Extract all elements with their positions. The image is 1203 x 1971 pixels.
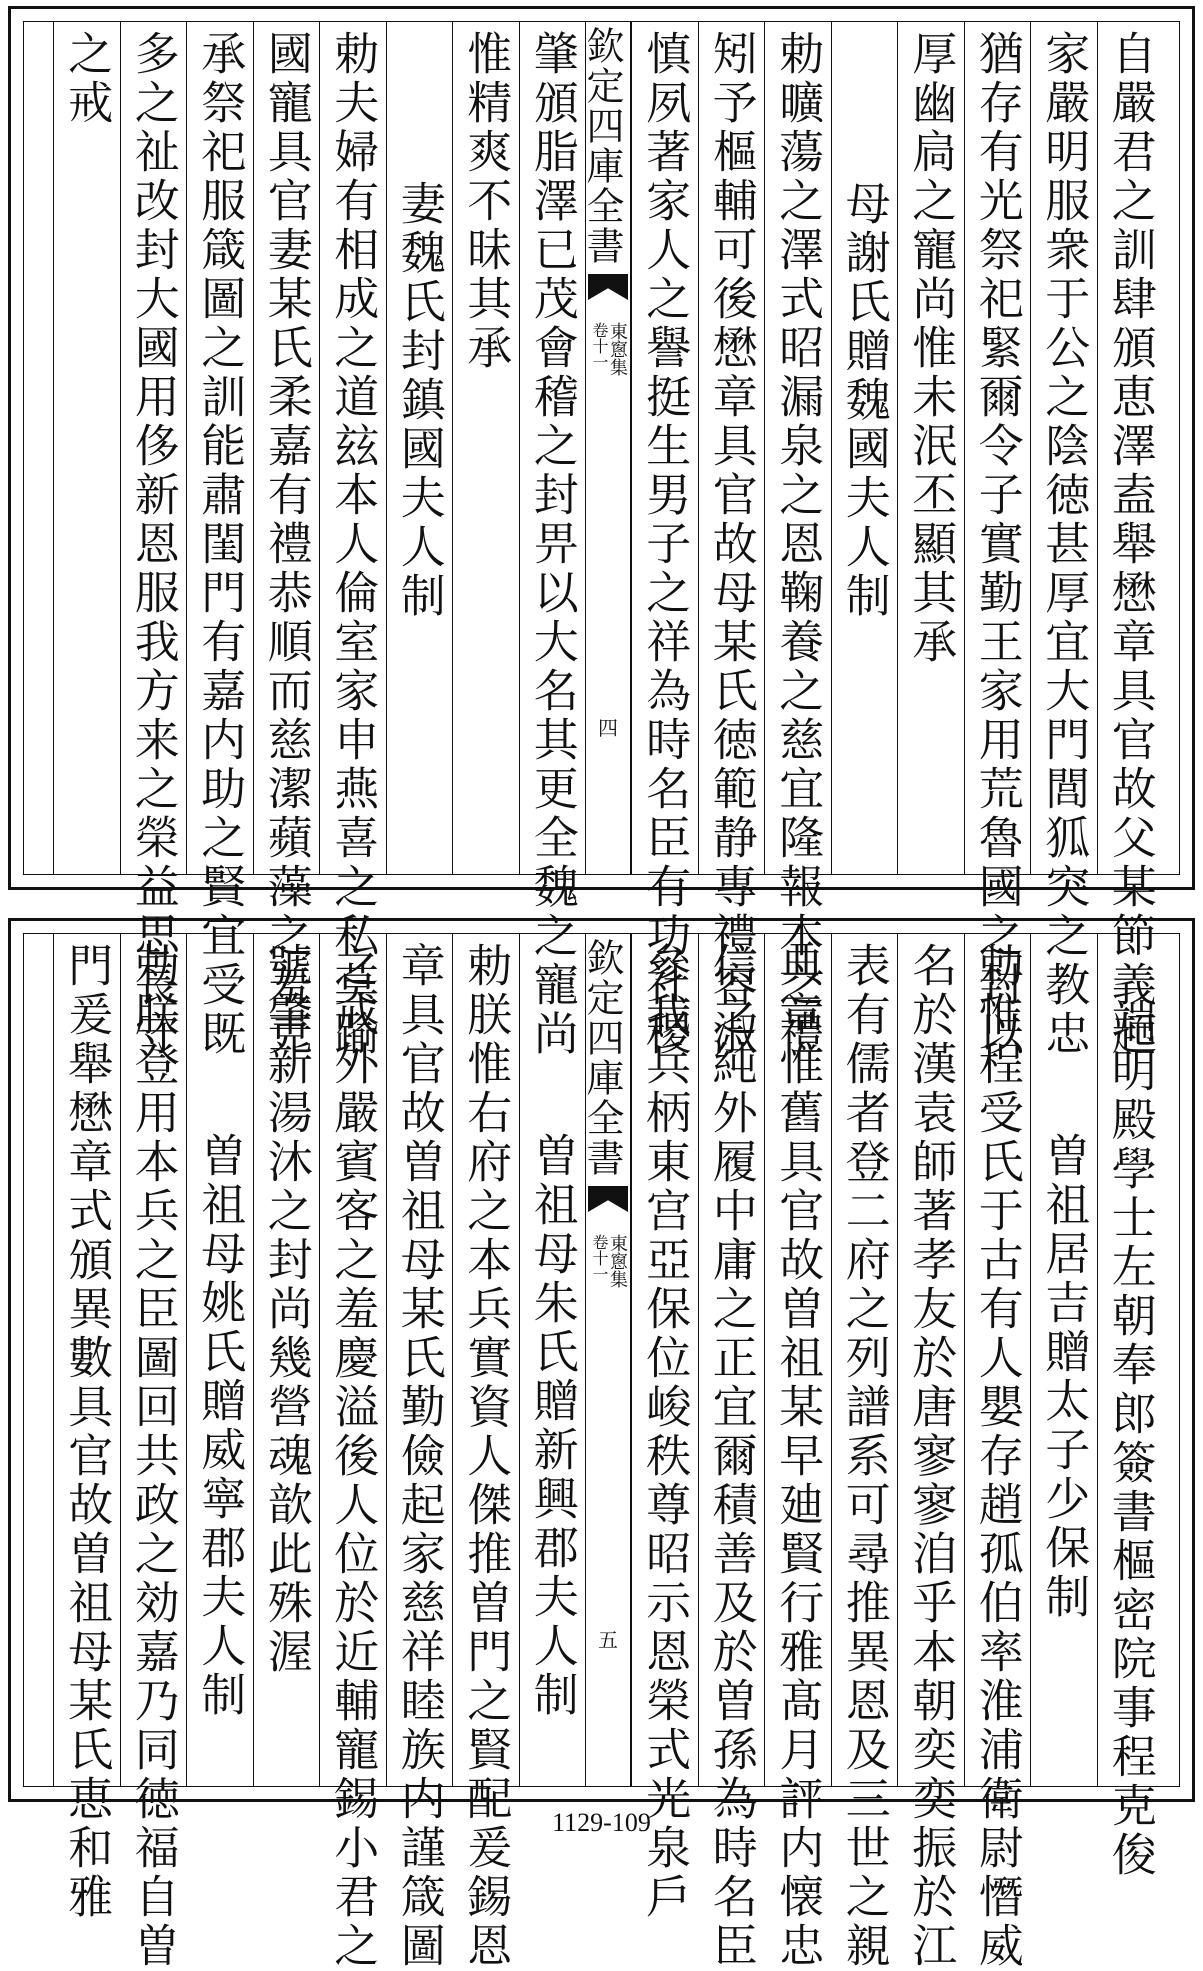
column-text: 勅朕惟右府之本兵實資人傑推曽門之賢配爰錫恩 xyxy=(459,942,513,1971)
fold-book-name: 東窻集 xyxy=(607,322,628,376)
text-column xyxy=(1030,934,1097,1786)
column-text: 厚幽扃之寵尚惟未泯丕顯其承 xyxy=(904,30,958,667)
column-text: 曽祖母姚氏贈威寧郡夫人制 xyxy=(193,1132,247,1720)
fold-page-number: 四 xyxy=(598,716,618,740)
column-text: 曽祖居吉贈太子少保制 xyxy=(1037,1132,1091,1622)
column-text: 端明殿學士左朝奉郎簽書樞密院事程克俊 xyxy=(1103,998,1157,1880)
center-fold-panel xyxy=(580,22,631,874)
column-text: 家嚴明服衆于公之陰徳甚厚宜大門閭狐突之教忠 xyxy=(1037,30,1091,1059)
column-text: 參我兵柄東宫亞保位峻秩尊昭示恩榮式光泉戶 xyxy=(638,942,692,1922)
text-column xyxy=(764,934,831,1971)
text-column xyxy=(631,934,698,1922)
column-text: 慎夙著家人之譽挺生男子之祥為時名臣有功社稷 xyxy=(638,30,692,1059)
column-text: 曽祖母朱氏贈新興郡夫人制 xyxy=(525,1132,579,1720)
fold-title: 欽定四庫全書 xyxy=(580,26,624,266)
column-text: 勅朕登用本兵之臣圖回共政之効嘉乃同徳福自曽 xyxy=(126,942,180,1971)
text-column xyxy=(831,934,898,1971)
page-footer-number: 1129-109 xyxy=(552,1808,651,1837)
column-text: 表有儒者登二府之列譜系可尋推異恩及三世之親 xyxy=(837,942,891,1971)
column-text: 信之純外履中庸之正宜爾積善及於曽孫為時名臣 xyxy=(704,942,758,1971)
column-text: 之戒外嚴賓客之羞慶溢後人位於近輔寵錫小君之 xyxy=(326,942,380,1971)
text-column xyxy=(1030,22,1097,1059)
text-column xyxy=(53,22,120,874)
text-column xyxy=(319,934,386,1971)
text-column xyxy=(53,934,120,1922)
column-text: 肇頒脂澤已茂會稽之封畀以大名其更全魏之寵尚 xyxy=(525,30,579,1059)
fold-volume: 卷十一 xyxy=(590,1234,609,1282)
top-page xyxy=(8,6,1195,1059)
text-column xyxy=(764,22,831,1059)
text-column xyxy=(120,934,187,1971)
text-column xyxy=(631,22,698,1059)
text-column xyxy=(897,934,964,1971)
column-text: 承祭祀服箴圖之訓能肅閨門有嘉内助之賢宜受既 xyxy=(193,30,247,1059)
column-text: 門爰舉懋章式頒異數具官故曽祖母某氏恵和雅 xyxy=(60,942,114,1922)
column-text: 母謝氏贈魏國夫人制 xyxy=(837,180,891,621)
fishtail-mark xyxy=(588,274,628,300)
text-column xyxy=(319,22,386,1059)
column-text: 典章惟舊具官故曽祖某早廸賢行雅髙月評内懐忠 xyxy=(771,942,825,1971)
fold-title: 欽定四庫全書 xyxy=(580,938,624,1178)
text-column xyxy=(386,934,453,1971)
text-column xyxy=(698,22,765,1059)
text-column xyxy=(386,22,453,874)
text-column xyxy=(253,22,320,1059)
fishtail-mark xyxy=(588,1186,628,1212)
column-text: 之戒 xyxy=(60,30,114,128)
text-column xyxy=(120,22,187,1059)
text-column xyxy=(1097,934,1164,1880)
text-column xyxy=(519,22,586,1059)
column-text: 妻魏氏封鎮國夫人制 xyxy=(392,180,446,621)
column-text: 號肇新湯沐之封尚幾營魂歆此殊渥 xyxy=(259,942,313,1677)
column-text: 勅曠蕩之澤式昭漏泉之恩鞠養之慈宜隆報本之禮 xyxy=(771,30,825,1059)
column-text: 勅夫婦有相成之道玆本人倫室家申燕喜之私莫踰 xyxy=(326,30,380,1059)
text-column xyxy=(964,22,1031,1059)
text-column xyxy=(186,934,253,1786)
column-text: 國寵具官妻某氏柔嘉有禮恭順而慈潔蘋藻之羞克 xyxy=(259,30,313,1059)
text-column xyxy=(186,22,253,1059)
column-text: 名於漢袁師著孝友於唐寥寥洎乎本朝奕奕振於江 xyxy=(904,942,958,1971)
fold-page-number: 五 xyxy=(598,1628,618,1652)
center-fold-panel xyxy=(580,934,631,1786)
column-text: 章具官故曽祖母某氏勤儉起家慈祥睦族内謹箴圖 xyxy=(392,942,446,1971)
column-text: 惟精爽不昧其承 xyxy=(459,30,513,373)
fold-volume: 卷十一 xyxy=(590,322,609,370)
fold-book-name: 東窻集 xyxy=(607,1234,628,1288)
column-text: 勅惟程受氏于古有人嬰存趙孤伯率淮浦衛尉憯威 xyxy=(970,942,1024,1971)
text-column xyxy=(964,934,1031,1971)
text-column xyxy=(1097,22,1164,1059)
column-text: 矧予樞輔可後懋章具官故母某氏徳範静專禮容淑 xyxy=(704,30,758,1059)
text-column xyxy=(452,22,519,874)
text-column xyxy=(698,934,765,1971)
text-column xyxy=(897,22,964,874)
column-text: 猶存有光祭祀緊爾令子實勤王家用荒魯國之封以 xyxy=(970,30,1024,1059)
column-text: 多之祉改封大國用侈新恩服我方来之榮益思長守 xyxy=(126,30,180,1059)
top-page-text-frame xyxy=(23,21,1180,1059)
text-column xyxy=(831,22,898,874)
text-column xyxy=(253,934,320,1786)
text-column xyxy=(452,934,519,1971)
text-column xyxy=(519,934,586,1786)
column-text: 自嚴君之訓肆頒恵澤盍舉懋章具官故父某節義起 xyxy=(1103,30,1157,1059)
